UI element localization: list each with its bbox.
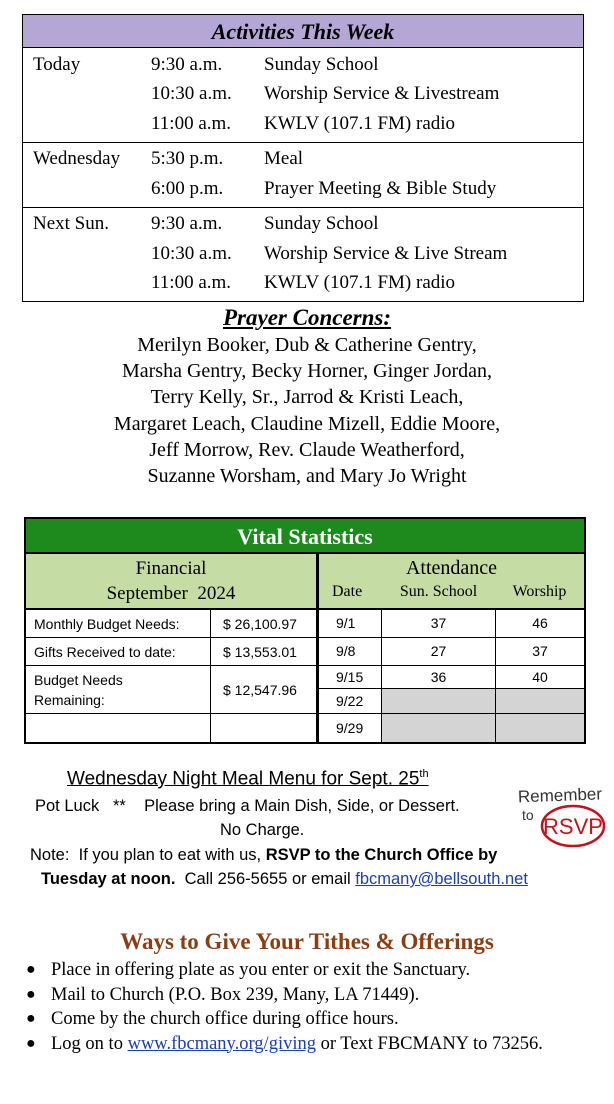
rsvp-logo: [516, 778, 606, 848]
rsvp-text: RSVP: [543, 814, 603, 839]
activity-row: [23, 80, 583, 110]
giving-item-text: Come by the church office during office hours.: [51, 1009, 399, 1029]
meal-rsvp-note: RSVP to the Church Office by: [265, 846, 498, 864]
prayer-line: Merilyn Booker, Dub & Catherine Gentry,: [137, 334, 477, 356]
activity-event: Sunday School: [264, 53, 379, 75]
attendance-row: [319, 638, 584, 666]
meal-line-4: [41, 870, 528, 889]
financial-label-cell: Gifts Received to date:: [26, 638, 211, 665]
bullet-icon: ●: [26, 985, 36, 1003]
giving-list: [0, 958, 614, 1056]
prayer-line: Marsha Gentry, Becky Horner, Ginger Jordan,: [121, 360, 492, 383]
meal-title-sup: th: [419, 768, 429, 780]
meal-deadline: Tuesday at noon.: [41, 870, 176, 888]
meal-contact: Call 256-5655 or email: [175, 870, 356, 888]
activity-group-wednesday: [23, 143, 583, 208]
prayer-line: Terry Kelly, Sr., Jarrod & Kristi Leach,: [150, 386, 464, 409]
activity-row: [23, 145, 583, 175]
list-item: [0, 1032, 614, 1057]
attendance-school: [382, 689, 496, 713]
attendance-school: 36: [382, 666, 496, 688]
giving-title: Ways to Give Your Tithes & Offerings: [120, 929, 494, 954]
activities-table: [22, 14, 584, 302]
list-item: [0, 1007, 614, 1032]
activity-time: 11:00 a.m.: [151, 272, 232, 294]
attendance-date: 9/29: [319, 714, 382, 742]
activities-title: Activities This Week: [23, 15, 583, 48]
activity-time: 9:30 a.m.: [151, 53, 223, 75]
prayer-line: Jeff Morrow, Rev. Claude Weatherford,: [149, 438, 465, 461]
giving-item-text: Log on to: [51, 1033, 128, 1054]
activity-row: [23, 269, 583, 299]
activity-row: [23, 210, 583, 240]
bullet-icon: ●: [26, 1010, 36, 1027]
vital-title: Vital Statistics: [26, 519, 584, 552]
list-item: [0, 958, 614, 983]
activity-group-today: [23, 48, 583, 143]
activity-row: [23, 174, 583, 204]
activity-event: KWLV (107.1 FM) radio: [264, 272, 456, 294]
attendance-date: 9/15: [319, 666, 382, 688]
activity-group-next-sunday: [23, 208, 583, 302]
col-sun-school: Sun. School: [399, 583, 478, 600]
activity-day: Next Sun.: [33, 213, 109, 235]
col-worship: Worship: [512, 583, 567, 600]
vital-subheader: [26, 552, 584, 608]
attendance-date: 9/22: [319, 689, 382, 713]
activity-event: Sunday School: [264, 213, 379, 235]
rsvp-to: to: [522, 807, 534, 823]
activity-row: [23, 50, 583, 80]
activity-time: 5:30 p.m.: [151, 148, 224, 170]
attendance-row: [319, 689, 584, 714]
meal-line-3: [30, 846, 497, 865]
activity-time: 6:00 p.m.: [151, 177, 224, 199]
financial-rows: [26, 610, 319, 742]
prayer-line: Margaret Leach, Claudine Mizell, Eddie Moore,: [113, 412, 501, 435]
activity-time: 9:30 a.m.: [151, 213, 223, 235]
activity-day: Today: [33, 53, 81, 75]
activity-time: 10:30 a.m.: [151, 242, 232, 264]
giving-section: [0, 928, 614, 1056]
attendance-row: [319, 666, 584, 689]
attendance-label: Attendance: [405, 557, 498, 579]
giving-item-text: Mail to Church (P.O. Box 239, Many, LA 71449).: [51, 984, 420, 1005]
remember-rsvp-graphic: [516, 778, 606, 848]
attendance-worship: 46: [532, 615, 548, 631]
bullet-icon: ●: [26, 961, 36, 978]
activity-event: Worship Service & Livestream: [264, 83, 500, 105]
rsvp-remember: Remember: [517, 784, 603, 807]
attendance-rows: [319, 610, 584, 742]
financial-row: [26, 666, 316, 714]
prayer-title: Prayer Concerns:: [222, 305, 392, 330]
financial-row: [26, 610, 316, 638]
giving-item-text: Place in offering plate as you enter or exit the Sanctuary.: [51, 960, 471, 980]
meal-line-1: Pot Luck ** Please bring a Main Dish, Side, or Dessert.: [35, 797, 460, 815]
activity-event: Prayer Meeting & Bible Study: [264, 177, 497, 199]
prayer-concerns: [0, 304, 614, 489]
attendance-worship: [496, 689, 584, 713]
activity-event: Worship Service & Live Stream: [264, 242, 508, 264]
attendance-school: 27: [382, 638, 496, 665]
list-item: [0, 983, 614, 1008]
attendance-date: 9/8: [319, 638, 382, 665]
giving-link[interactable]: www.fbcmany.org/giving: [127, 1033, 316, 1054]
meal-title: [67, 768, 429, 790]
activity-event: KWLV (107.1 FM) radio: [264, 112, 456, 134]
attendance-row: [319, 610, 584, 638]
financial-period: September 2024: [106, 583, 236, 604]
attendance-worship: [496, 714, 584, 742]
financial-amount: [211, 714, 316, 742]
financial-row: [26, 638, 316, 666]
attendance-worship: 37: [532, 643, 548, 659]
attendance-school: [382, 714, 496, 742]
meal-title-text: Wednesday Night Meal Menu for Sept. 25: [67, 768, 420, 790]
prayer-line: Suzanne Worsham, and Mary Jo Wright: [147, 465, 467, 488]
attendance-date: 9/1: [319, 610, 382, 637]
financial-amount: $ 26,100.97: [223, 615, 297, 632]
attendance-header: [319, 554, 584, 608]
meal-line-2: No Charge.: [220, 821, 305, 839]
financial-label-cell: Budget Needs Remaining:: [26, 666, 211, 713]
attendance-worship: 40: [532, 669, 548, 685]
attendance-school: 37: [382, 610, 496, 637]
giving-item-text: or Text FBCMANY to 73256.: [315, 1033, 543, 1054]
financial-amount: $ 12,547.96: [223, 681, 297, 698]
vital-statistics-table: [24, 517, 586, 744]
financial-label-cell: [26, 714, 211, 742]
meal-note: Note: If you plan to eat with us,: [30, 846, 266, 864]
activity-row: [23, 239, 583, 269]
activity-time: 11:00 a.m.: [151, 112, 232, 134]
financial-label-cell: Monthly Budget Needs:: [26, 610, 211, 637]
financial-header: [26, 554, 319, 608]
financial-label: Financial: [135, 558, 207, 579]
email-link[interactable]: fbcmany@bellsouth.net: [355, 870, 528, 888]
col-date: Date: [332, 583, 363, 600]
activity-row: [23, 109, 583, 139]
attendance-row: [319, 714, 584, 742]
activity-day: Wednesday: [33, 148, 121, 170]
activity-time: 10:30 a.m.: [151, 83, 232, 105]
financial-amount: $ 13,553.01: [223, 643, 297, 660]
financial-row: [26, 714, 316, 742]
activity-event: Meal: [264, 148, 304, 170]
bullet-icon: ●: [26, 1034, 36, 1052]
